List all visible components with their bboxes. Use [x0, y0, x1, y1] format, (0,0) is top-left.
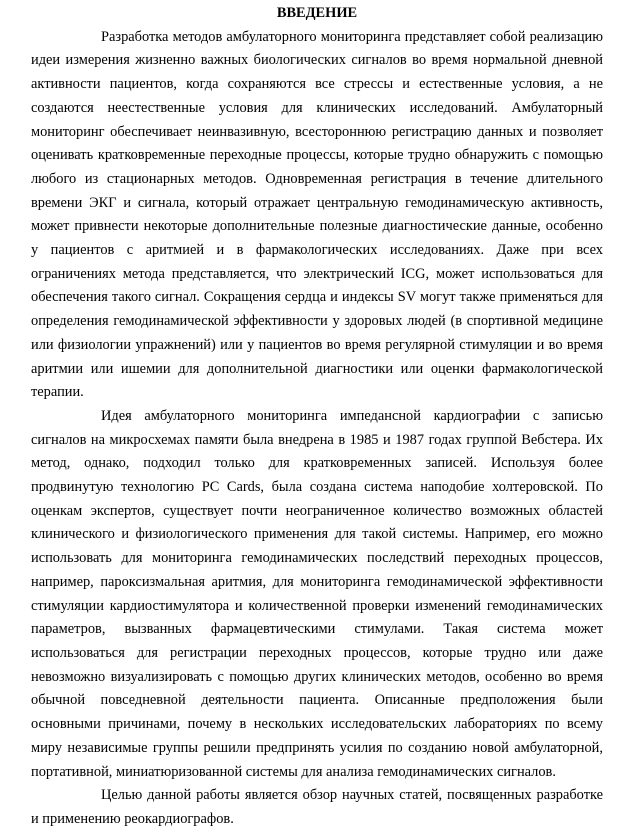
paragraph-impedance-cardiography: Идея амбулаторного мониторинга импедансной кардиографии с записью сигналов на микросхемах памяти была внедрена в 1985 и 1987 годах группой Вебстера. Их метод, однако, подходил только для кратковременных записей. Используя более продвинутую технологию PC Cards, была создана система наподобие холтеровской. По оценкам экспертов, существует почти неограниченное количество возможных областей клинического и физиологического применения для такой системы. Например, его можно использовать для мониторинга гемодинамических последствий переходных процессов, например, пароксизмальная аритмия, для мониторинга гемодинамической эффективности стимуляции кардиостимулятора и количественной проверки изменений гемодинамических параметров, вызванных фармацевтическими стимулами. Такая система может использоваться для регистрации переходных процессов, которые трудно или даже невозможно визуализировать с помощью других клинических методов, особенно во время обычной повседневной деятельности пациента. Описанные предположения были основными причинами, почему в нескольких исследовательских лабораториях по всему миру независимые группы решили предпринять усилия по созданию новой амбулаторной, портативной, миниатюризованной системы для анализа гемодинамических сигналов.: [31, 407, 603, 780]
paragraph-ambulatory-monitoring: Разработка методов амбулаторного мониторинга представляет собой реализацию идеи измерения жизненно важных биологических сигналов во время нормальной дневной активности пациентов, когда сохраняются все стрессы и естественные условия, а не создаются неестественные условия для клинических исследований. Амбулаторный мониторинг обеспечивает неинвазивную, всестороннюю регистрацию данных и позволяет оценивать кратковременные переходные процессы, которые трудно обнаружить с помощью любого из стационарных методов. Одновременная регистрация в течение длительного времени ЭКГ и сигнала, который отражает центральную гемодинамическую активность, может привнести некоторые дополнительные полезные диагностические данные, особенно у пациентов с аритмией и в фармакологических исследованиях. Даже при всех ограничениях метода представляется, что электрический ICG, может использоваться для обеспечения такого сигнал. Сокращения сердца и индексы SV могут также применяться для определения гемодинамической эффективности у здоровых людей (в спортивной медицине или физиологии упражнений) или у пациентов во время регулярной стимуляции и во время аритмии или ишемии для дополнительной диагностики или оценки фармакологической терапии.: [31, 28, 603, 401]
paragraph-work-goal: Целью данной работы является обзор научных статей, посвященных разработке и применению реокардиографов.: [31, 787, 603, 827]
page-title: ВВЕДЕНИЕ: [276, 5, 358, 21]
